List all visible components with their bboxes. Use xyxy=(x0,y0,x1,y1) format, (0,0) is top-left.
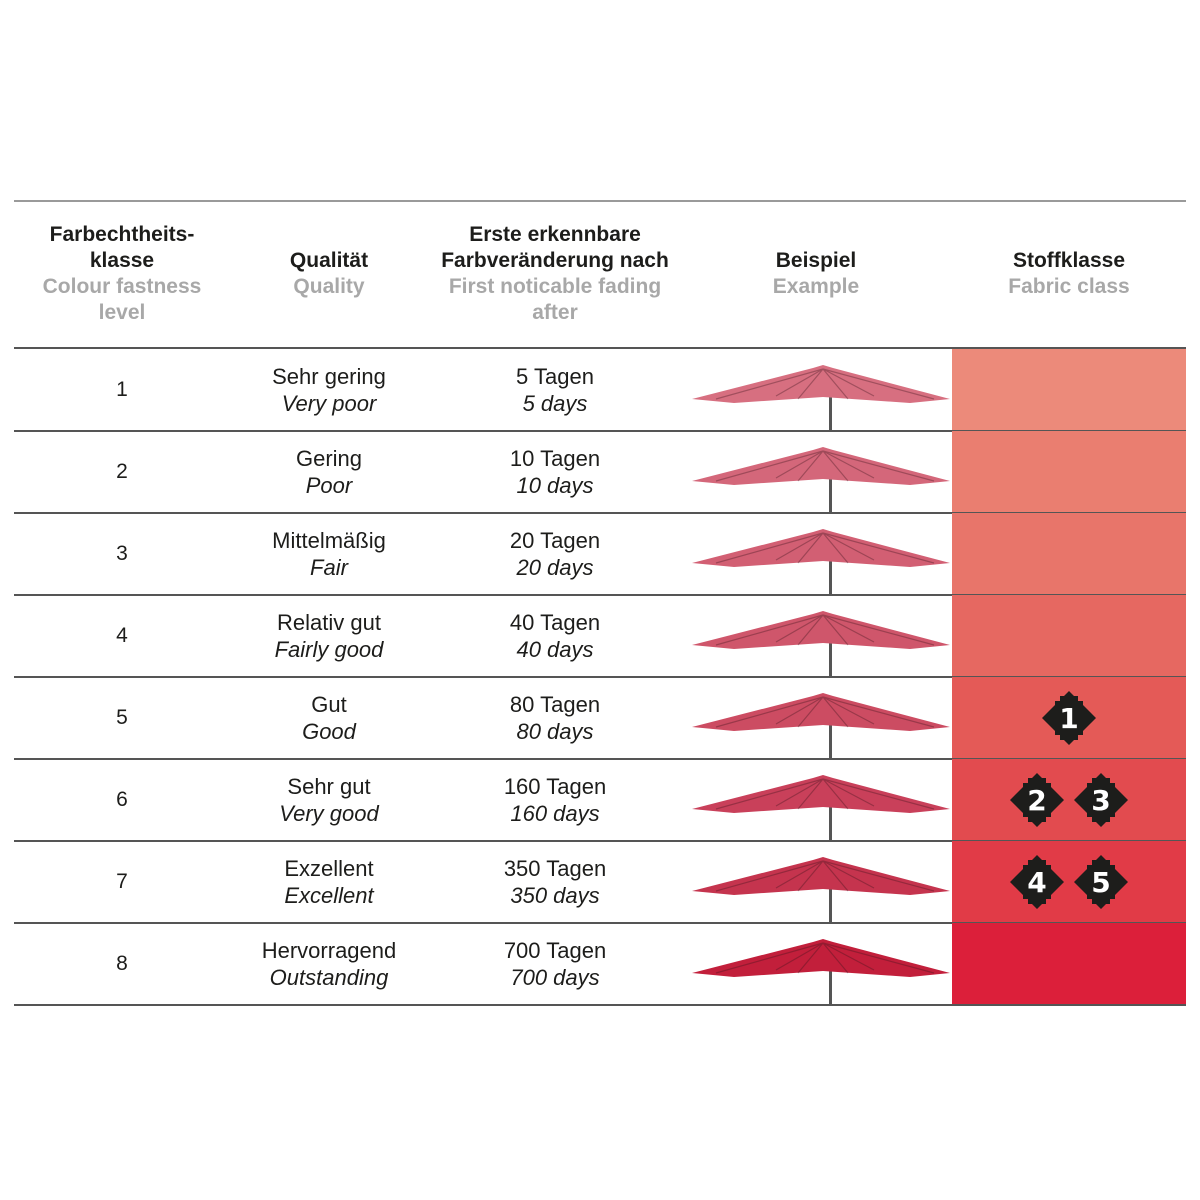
fabric-class-badge-icon xyxy=(1008,771,1066,829)
header-first-fading xyxy=(428,200,682,347)
quality-de: Mittelmäßig xyxy=(272,528,386,553)
header-fabric-class xyxy=(952,200,1186,347)
fading-cell xyxy=(428,349,682,431)
level-value: 4 xyxy=(116,624,128,647)
header-col4-en: Example xyxy=(772,274,860,298)
level-cell xyxy=(14,513,230,595)
fading-de: 80 Tagen xyxy=(509,692,601,717)
fading-de: 350 Tagen xyxy=(503,856,607,881)
fading-en: 700 days xyxy=(510,965,600,990)
fading-de: 700 Tagen xyxy=(503,938,607,963)
fabric-class-badge-icon xyxy=(1072,771,1130,829)
quality-cell xyxy=(230,923,428,1005)
quality-cell xyxy=(230,513,428,595)
quality-de: Exzellent xyxy=(284,856,374,881)
quality-en: Outstanding xyxy=(269,965,389,990)
umbrella-example-icon xyxy=(686,759,950,841)
table-row xyxy=(14,677,1186,759)
fabric-class-badge-icon xyxy=(1040,689,1098,747)
level-value: 7 xyxy=(116,870,128,893)
fading-cell xyxy=(428,841,682,923)
umbrella-example-icon xyxy=(686,841,950,923)
table-row xyxy=(14,431,1186,513)
header-col2-en: Quality xyxy=(293,274,365,298)
quality-en: Very poor xyxy=(281,391,377,416)
table-row xyxy=(14,595,1186,677)
level-cell xyxy=(14,677,230,759)
quality-de: Sehr gut xyxy=(287,774,371,799)
header-col5-en: Fabric class xyxy=(1008,274,1130,298)
quality-de: Sehr gering xyxy=(272,364,386,389)
table-row xyxy=(14,923,1186,1005)
table-row xyxy=(14,841,1186,923)
level-cell xyxy=(14,841,230,923)
fading-en: 5 days xyxy=(522,391,588,416)
header-quality xyxy=(230,200,428,347)
umbrella-example-icon xyxy=(686,677,950,759)
level-cell xyxy=(14,923,230,1005)
quality-en: Poor xyxy=(305,473,353,498)
header-col3-en: First noticable fading after xyxy=(448,274,662,324)
quality-de: Hervorragend xyxy=(261,938,397,963)
fading-cell xyxy=(428,431,682,513)
umbrella-example-icon xyxy=(686,513,950,595)
fabric-class-swatch xyxy=(952,513,1186,595)
level-value: 8 xyxy=(116,952,128,975)
fading-en: 350 days xyxy=(510,883,600,908)
umbrella-example-icon xyxy=(686,595,950,677)
quality-de: Gut xyxy=(311,692,347,717)
header-col3-de: Erste erkennbare Farbveränderung nach xyxy=(441,222,669,272)
fabric-class-badges xyxy=(952,759,1186,841)
fading-cell xyxy=(428,759,682,841)
fabric-class-badges xyxy=(952,841,1186,923)
quality-en: Fair xyxy=(310,555,348,580)
fading-de: 5 Tagen xyxy=(516,364,594,389)
umbrella-example-icon xyxy=(686,923,950,1005)
fading-cell xyxy=(428,595,682,677)
quality-en: Good xyxy=(302,719,356,744)
fading-de: 40 Tagen xyxy=(509,610,601,635)
umbrella-example-icon xyxy=(686,349,950,431)
quality-cell xyxy=(230,759,428,841)
quality-en: Very good xyxy=(279,801,379,826)
fading-cell xyxy=(428,677,682,759)
fabric-class-swatch xyxy=(952,349,1186,431)
quality-en: Fairly good xyxy=(274,637,384,662)
fading-cell xyxy=(428,923,682,1005)
fabric-class-badges xyxy=(952,677,1186,759)
header-col4-de: Beispiel xyxy=(775,248,857,272)
fabric-class-badge-icon xyxy=(1072,853,1130,911)
fabric-class-number: 1 xyxy=(1059,701,1079,735)
table-row xyxy=(14,513,1186,595)
header-colour-fastness xyxy=(14,200,230,347)
row-divider xyxy=(14,1004,1186,1006)
quality-de: Gering xyxy=(295,446,363,471)
level-value: 2 xyxy=(116,460,128,483)
fading-en: 10 days xyxy=(516,473,594,498)
header-example xyxy=(682,200,950,347)
fabric-class-swatch xyxy=(952,431,1186,513)
fabric-class-badge-icon xyxy=(1008,853,1066,911)
header-col1-en: Colour fastness level xyxy=(42,274,202,324)
level-cell xyxy=(14,759,230,841)
level-value: 5 xyxy=(116,706,128,729)
fabric-class-number: 3 xyxy=(1091,783,1111,817)
table-row xyxy=(14,349,1186,431)
quality-cell xyxy=(230,349,428,431)
fabric-class-number: 4 xyxy=(1027,865,1047,899)
header-col1-de: Farbechtheits- klasse xyxy=(49,222,195,272)
fading-de: 10 Tagen xyxy=(509,446,601,471)
fading-en: 80 days xyxy=(516,719,594,744)
umbrella-example-icon xyxy=(686,431,950,513)
fabric-class-swatch xyxy=(952,923,1186,1005)
level-cell xyxy=(14,349,230,431)
quality-de: Relativ gut xyxy=(277,610,381,635)
quality-cell xyxy=(230,841,428,923)
fading-de: 20 Tagen xyxy=(509,528,601,553)
fading-en: 20 days xyxy=(516,555,594,580)
quality-cell xyxy=(230,595,428,677)
fabric-class-swatch xyxy=(952,595,1186,677)
fading-de: 160 Tagen xyxy=(503,774,607,799)
level-value: 3 xyxy=(116,542,128,565)
level-cell xyxy=(14,595,230,677)
fabric-class-number: 2 xyxy=(1027,783,1047,817)
quality-en: Excellent xyxy=(284,883,374,908)
header-col5-de: Stoffklasse xyxy=(1012,248,1126,272)
fading-en: 160 days xyxy=(510,801,600,826)
fabric-class-number: 5 xyxy=(1091,865,1111,899)
level-cell xyxy=(14,431,230,513)
header-col2-de: Qualität xyxy=(289,248,369,272)
level-value: 6 xyxy=(116,788,128,811)
table-row xyxy=(14,759,1186,841)
quality-cell xyxy=(230,431,428,513)
quality-cell xyxy=(230,677,428,759)
fading-cell xyxy=(428,513,682,595)
colour-fastness-table xyxy=(14,200,1186,1003)
fading-en: 40 days xyxy=(516,637,594,662)
level-value: 1 xyxy=(116,378,128,401)
